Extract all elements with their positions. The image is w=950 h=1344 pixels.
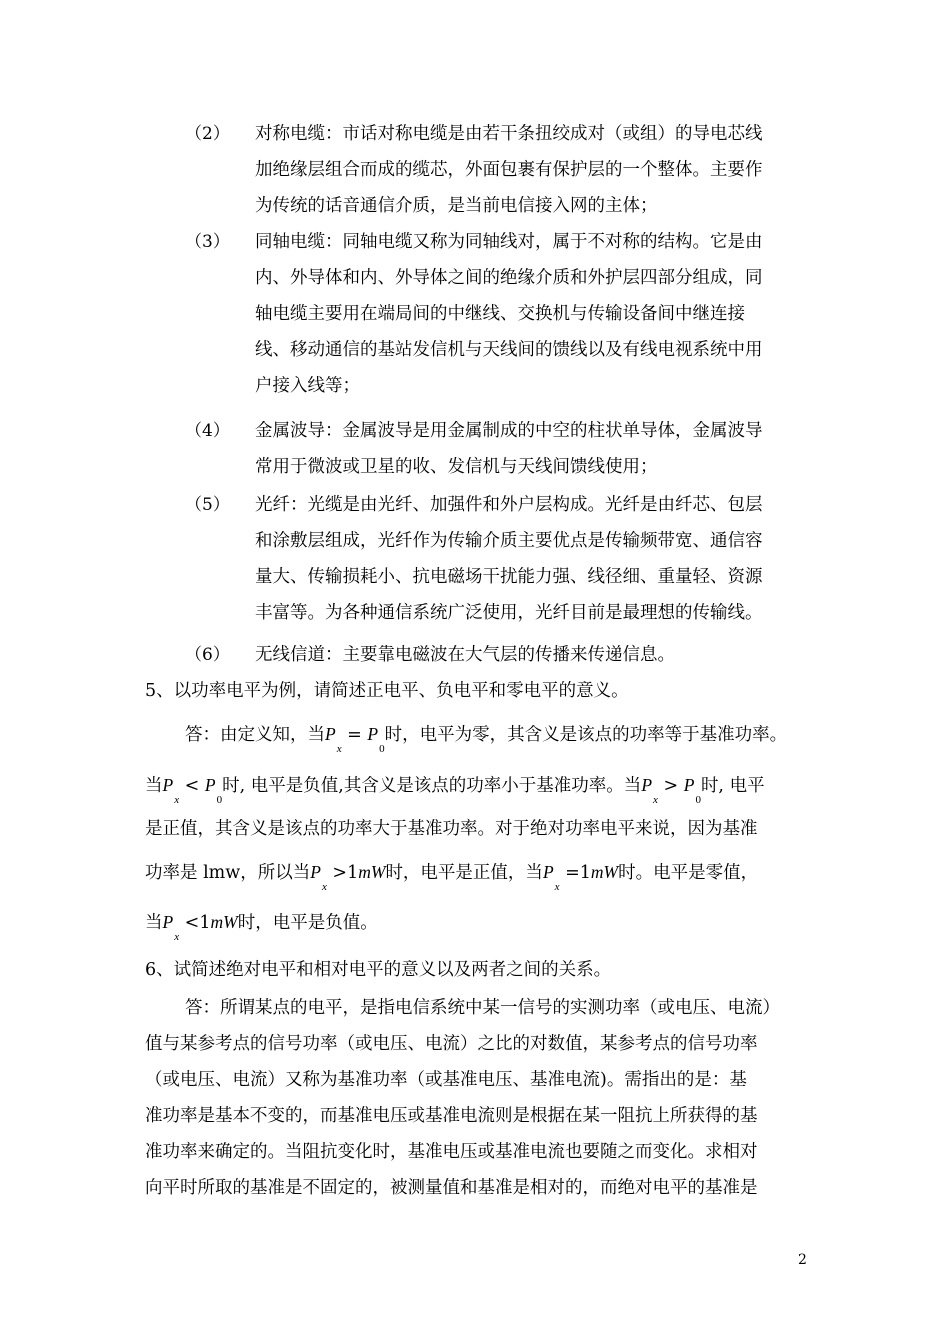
item-line: 为传统的话音通信介质，是当前电信接入网的主体； bbox=[255, 196, 658, 216]
math-subscript: 0 bbox=[216, 794, 223, 806]
answer-text: 时。电平是零值， bbox=[618, 863, 759, 883]
math-subscript: x bbox=[653, 794, 658, 806]
answer-text: 功率是 lmw，所以当 bbox=[145, 863, 311, 883]
item-line: 金属波导：金属波导是用金属制成的中空的柱状单导体，金属波导 bbox=[255, 421, 763, 441]
answer-text: 时，电平是负值。 bbox=[237, 913, 378, 933]
math-subscript: x bbox=[336, 743, 342, 755]
answer-6-line: 准功率是基本不变的，而基准电压或基准电流则是根据在某一阻抗上所获得的基 bbox=[145, 1106, 758, 1126]
page-number: 2 bbox=[798, 1252, 807, 1268]
answer-6-line: 值与某参考点的信号功率（或电压、电流）之比的对数值，某参考点的信号功率 bbox=[145, 1034, 758, 1054]
answer-6-line: 向平时所取的基准是不固定的，被测量值和基准是相对的，而绝对电平的基准是 bbox=[145, 1178, 758, 1198]
math-subscript: x bbox=[554, 881, 560, 893]
answer-6-line: 答：所谓某点的电平，是指电信系统中某一信号的实测功率（或电压、电流） bbox=[185, 998, 780, 1018]
math-unit: mW bbox=[210, 912, 238, 932]
answer-text: 当 bbox=[145, 776, 163, 796]
math-subscript: x bbox=[321, 881, 327, 893]
item-number: （5） bbox=[185, 495, 230, 515]
math-operator: = bbox=[347, 725, 362, 745]
item-number: （2） bbox=[185, 124, 230, 144]
item-line: 和涂敷层组成，光纤作为传输介质主要优点是传输频带宽、通信容 bbox=[255, 531, 763, 551]
math-variable: P bbox=[367, 724, 379, 744]
answer-5-line-5 bbox=[145, 910, 378, 943]
math-variable: P bbox=[204, 775, 216, 795]
math-number: 1 bbox=[579, 863, 591, 883]
math-variable: P bbox=[683, 775, 695, 795]
item-line: 常用于微波或卫星的收、发信机与天线间馈线使用； bbox=[255, 457, 658, 477]
item-line: 加绝缘层组合而成的缆芯，外面包裹有保护层的一个整体。主要作 bbox=[255, 160, 763, 180]
math-variable: P bbox=[310, 862, 321, 882]
answer-5-line-2 bbox=[145, 773, 765, 806]
answer-5-line-4 bbox=[145, 860, 759, 893]
answer-text: 时, 电平是负值,其含义是该点的功率小于基准功率。当 bbox=[222, 776, 642, 796]
math-subscript: x bbox=[174, 794, 180, 806]
answer-text: 时，电平为零，其含义是该点的功率等于基准功率。 bbox=[384, 725, 788, 745]
answer-5-line-3: 是正值，其含义是该点的功率大于基准功率。对于绝对功率电平来说，因为基准 bbox=[145, 819, 758, 839]
question-6: 6、试简述绝对电平和相对电平的意义以及两者之间的关系。 bbox=[145, 960, 612, 980]
math-unit: mW bbox=[590, 862, 619, 882]
question-5: 5、以功率电平为例，请简述正电平、负电平和零电平的意义。 bbox=[145, 681, 629, 701]
item-line: 对称电缆：市话对称电缆是由若干条扭绞成对（或组）的导电芯线 bbox=[255, 124, 763, 144]
math-subscript: 0 bbox=[695, 794, 701, 806]
answer-text: 时，电平是正值，当 bbox=[385, 863, 543, 883]
item-line: 同轴电缆：同轴电缆又称为同轴线对，属于不对称的结构。它是由 bbox=[255, 232, 763, 252]
item-line: 量大、传输损耗小、抗电磁场干扰能力强、线径细、重量轻、资源 bbox=[255, 567, 763, 587]
answer-text: 答：由定义知，当 bbox=[185, 725, 325, 745]
math-operator: < bbox=[184, 776, 200, 796]
item-number: （6） bbox=[185, 645, 230, 665]
item-line: 内、外导体和内、外导体之间的绝缘介质和外护层四部分组成，同 bbox=[255, 268, 763, 288]
item-line: 光纤：光缆是由光纤、加强件和外户层构成。光纤是由纤芯、包层 bbox=[255, 495, 763, 515]
item-line: 线、移动通信的基站发信机与天线间的馈线以及有线电视系统中用 bbox=[255, 340, 763, 360]
item-line: 无线信道：主要靠电磁波在大气层的传播来传递信息。 bbox=[255, 645, 675, 665]
answer-text: 时, 电平 bbox=[700, 776, 765, 796]
answer-6-line: 准功率来确定的。当阻抗变化时，基准电压或基准电流也要随之而变化。求相对 bbox=[145, 1142, 758, 1162]
math-variable: P bbox=[325, 724, 336, 744]
math-subscript: 0 bbox=[379, 743, 385, 755]
item-line: 轴电缆主要用在端局间的中继线、交换机与传输设备间中继连接 bbox=[255, 304, 745, 324]
math-variable: P bbox=[641, 775, 653, 795]
item-line: 户接入线等； bbox=[255, 376, 360, 396]
math-operator: = bbox=[565, 863, 580, 883]
item-number: （4） bbox=[185, 421, 230, 441]
math-operator: < bbox=[184, 913, 200, 933]
math-number: 1 bbox=[199, 913, 211, 933]
math-variable: P bbox=[162, 912, 174, 932]
math-variable: P bbox=[542, 862, 554, 882]
answer-5-line-1 bbox=[185, 722, 788, 755]
math-unit: mW bbox=[358, 862, 386, 882]
item-number: （3） bbox=[185, 232, 230, 252]
math-operator: > bbox=[332, 863, 348, 883]
math-number: 1 bbox=[347, 863, 359, 883]
answer-text: 当 bbox=[145, 913, 163, 933]
math-operator: > bbox=[663, 776, 679, 796]
math-variable: P bbox=[162, 775, 174, 795]
item-line: 丰富等。为各种通信系统广泛使用，光纤目前是最理想的传输线。 bbox=[255, 603, 763, 623]
answer-6-line: （或电压、电流）又称为基准功率（或基准电压、基准电流)。需指出的是：基 bbox=[145, 1070, 747, 1090]
math-subscript: x bbox=[174, 931, 180, 943]
